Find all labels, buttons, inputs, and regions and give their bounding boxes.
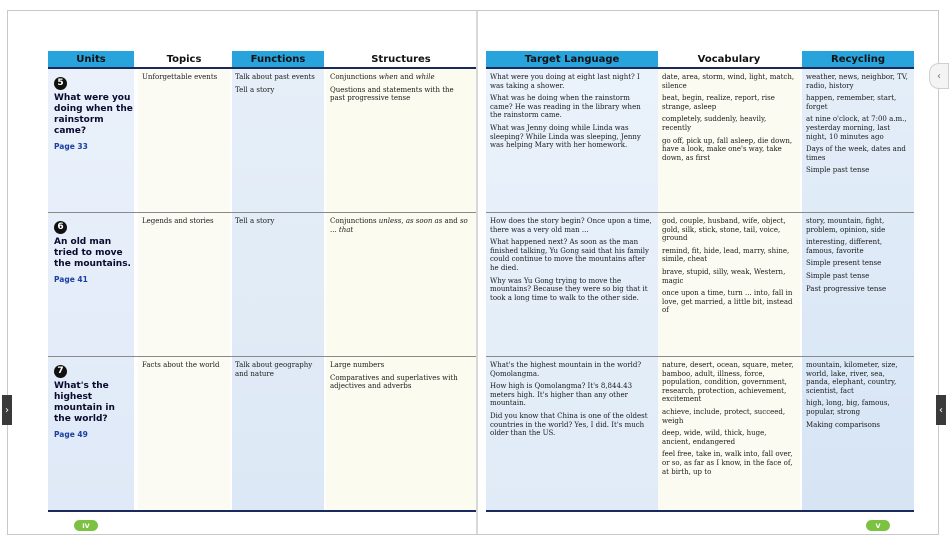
table-bottom-rule: [486, 510, 914, 512]
text-line: Simple past tense: [806, 166, 870, 175]
functions-cell: [235, 73, 323, 98]
target-language-cell: [490, 217, 652, 306]
structure-segment: Comparatives and superlatives with adjectives and adverbs: [330, 373, 458, 391]
text-line: Tell a story: [235, 217, 275, 225]
topics-cell: Facts about the world: [142, 361, 220, 369]
text-line: nature, desert, ocean, square, meter, bamboo, adult, illness, force, population, condition, government, research, protection, achievement, excitement: [662, 361, 794, 404]
text-line: What was he doing when the rainstorm came? He was reading in the library when the rainstorm came.: [490, 94, 641, 120]
unit-number-badge: 7: [54, 365, 67, 378]
header-functions: Functions: [232, 51, 324, 67]
unit-page-link[interactable]: Page 41: [54, 275, 88, 284]
structures-cell: [330, 73, 470, 107]
text-line: achieve, include, protect, succeed, weigh: [662, 407, 786, 425]
structure-line: [330, 73, 470, 82]
unit-cell: [54, 221, 134, 285]
row-divider: [486, 212, 914, 213]
vocabulary-cell: [662, 73, 796, 166]
unit-cell: [54, 365, 134, 440]
target-language-cell: [490, 361, 652, 442]
text-line: Why was Yu Gong trying to move the mountains? Because they were so big that it took a long time to walk to the other side.: [490, 276, 648, 302]
text-line: What's the highest mountain in the world? Qomolangma.: [490, 361, 642, 378]
text-line: Simple past tense: [806, 271, 870, 280]
page-number-badge: IV: [74, 520, 98, 531]
unit-number-badge: 5: [54, 77, 67, 90]
text-line: brave, stupid, silly, weak, Western, magic: [662, 267, 786, 285]
unit-title: What were you doing when the rainstorm came?: [54, 93, 133, 136]
row-divider: [486, 356, 914, 357]
text-line: god, couple, husband, wife, object, gold, silk, stick, stone, tail, voice, ground: [662, 217, 786, 243]
text-line: Did you know that China is one of the oldest countries in the world? Yes, I did. It's much older than the US.: [490, 411, 648, 438]
structure-line: [330, 374, 470, 391]
functions-cell: [235, 361, 323, 382]
text-line: beat, begin, realize, report, rise strange, asleep: [662, 94, 775, 111]
structures-column: [326, 69, 476, 511]
text-line: story, mountain, fight, problem, opinion, side: [806, 217, 886, 234]
topics-cell: Legends and stories: [142, 217, 214, 225]
structure-segment: so ... that: [330, 217, 468, 234]
structure-segment: Large numbers: [330, 361, 385, 369]
unit-page-link[interactable]: Page 49: [54, 430, 88, 439]
text-line: Making comparisons: [806, 420, 880, 429]
structure-line: [330, 217, 470, 234]
topics-column: [138, 69, 230, 511]
structure-line: [330, 361, 470, 370]
header-target-language: Target Language: [486, 51, 658, 67]
vocabulary-cell: [662, 361, 796, 480]
header-vocabulary: Vocabulary: [658, 51, 800, 67]
vocabulary-cell: [662, 217, 796, 319]
structures-cell: [330, 217, 470, 238]
text-line: mountain, kilometer, size, world, lake, river, sea, panda, elephant, country, scientist, fact: [806, 361, 898, 395]
structure-segment: Conjunctions: [330, 73, 379, 81]
header-structures: Structures: [326, 51, 476, 67]
side-panel-toggle-icon[interactable]: ‹: [929, 63, 949, 89]
unit-title: An old man tried to move the mountains.: [54, 237, 131, 269]
header-topics: Topics: [138, 51, 230, 67]
text-line: remind, fit, hide, lead, marry, shine, simile, cheat: [662, 246, 790, 264]
text-line: happen, remember, start, forget: [806, 94, 897, 111]
structure-segment: Conjunctions: [330, 217, 379, 225]
unit-title: What's the highest mountain in the world?: [54, 381, 115, 424]
structure-segment: unless, as soon as: [378, 217, 443, 225]
previous-page-arrow-icon[interactable]: ›: [2, 395, 12, 425]
header-recycling: Recycling: [802, 51, 914, 67]
next-page-arrow-icon[interactable]: ‹: [936, 395, 946, 425]
text-line: date, area, storm, wind, light, match, silence: [662, 73, 795, 90]
text-line: How does the story begin? Once upon a time, there was a very old man ...: [490, 217, 652, 234]
text-line: at nine o'clock, at 7:00 a.m., yesterday morning, last night, 10 minutes ago: [806, 115, 907, 141]
structure-segment: Questions and statements with the past progressive tense: [330, 85, 454, 103]
row-divider: [48, 356, 476, 357]
text-line: Talk about geography and nature: [235, 361, 313, 378]
text-line: completely, suddenly, heavily, recently: [662, 115, 767, 132]
text-line: weather, news, neighbor, TV, radio, history: [806, 73, 908, 90]
text-line: Past progressive tense: [806, 284, 887, 293]
recycling-cell: [806, 361, 910, 433]
unit-number-badge: 6: [54, 221, 67, 234]
text-line: What was Jenny doing while Linda was sleeping? While Linda was sleeping, Jenny was helping Mary with her homework.: [490, 123, 641, 150]
row-divider: [48, 212, 476, 213]
structure-segment: and: [397, 73, 416, 81]
structure-line: [330, 86, 470, 103]
text-line: once upon a time, turn ... into, fall in love, get married, a little bit, instead of: [662, 289, 793, 315]
topics-cell: Unforgettable events: [142, 73, 218, 81]
header-units: Units: [48, 51, 134, 67]
text-line: go off, pick up, fall asleep, die down, have a look, make one's way, take down, as first: [662, 136, 793, 162]
recycling-cell: [806, 73, 910, 179]
target-language-cell: [490, 73, 652, 154]
text-line: What were you doing at eight last night? I was taking a shower.: [490, 73, 640, 90]
text-line: high, long, big, famous, popular, strong: [806, 399, 890, 416]
book-viewer: [7, 10, 939, 535]
text-line: Talk about past events: [235, 73, 315, 81]
recycling-cell: [806, 217, 910, 297]
page-number-badge: V: [866, 520, 890, 531]
header-rule: [486, 67, 914, 69]
structures-cell: [330, 361, 470, 395]
text-line: What happened next? As soon as the man finished talking, Yu Gong said that his family could continue to move the mountains after he died.: [490, 238, 649, 272]
table-bottom-rule: [48, 510, 476, 512]
unit-page-link[interactable]: Page 33: [54, 142, 88, 151]
structure-segment: when: [378, 73, 398, 81]
text-line: How high is Qomolangma? It's 8,844.43 meters high. It's higher than any other mountain.: [490, 382, 633, 408]
unit-cell: [54, 77, 134, 152]
text-line: feel free, take in, walk into, fall over, or so, as far as I know, in the face of, at birth, up to: [662, 450, 793, 476]
text-line: deep, wide, wild, thick, huge, ancient, endangered: [662, 429, 767, 446]
text-line: interesting, different, famous, favorite: [806, 238, 883, 255]
text-line: Days of the week, dates and times: [806, 145, 906, 162]
structure-segment: and: [442, 217, 460, 225]
text-line: Tell a story: [235, 85, 275, 94]
functions-cell: [235, 217, 323, 230]
text-line: Simple present tense: [806, 259, 882, 268]
functions-column: [232, 69, 324, 511]
header-rule: [48, 67, 476, 69]
structure-segment: while: [415, 73, 435, 81]
